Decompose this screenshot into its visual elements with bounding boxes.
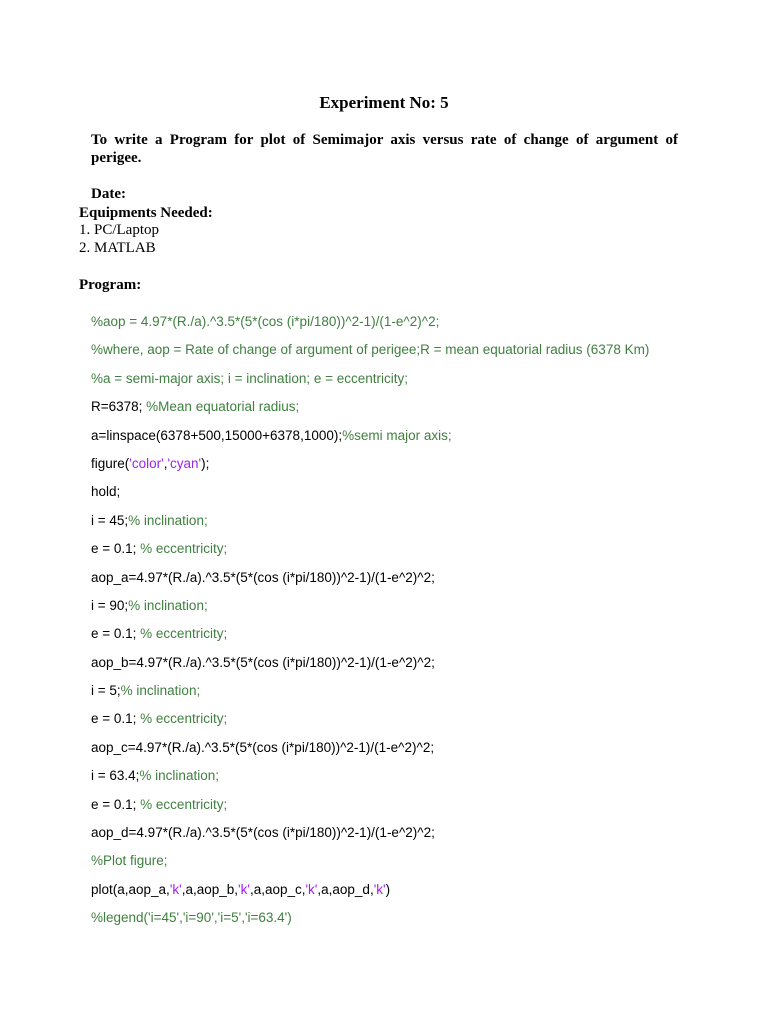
code-line xyxy=(91,450,649,478)
equipment-heading: Equipments Needed: xyxy=(79,205,213,221)
code-line xyxy=(91,819,649,847)
code-plain: aop_c=4.97*(R./a).^3.5*(5*(cos (i*pi/180))^2-1)/(1-e^2)^2; xyxy=(91,739,435,755)
code-block xyxy=(91,308,649,933)
code-line xyxy=(91,422,649,450)
code-string: 'color' xyxy=(129,455,164,471)
code-plain: aop_a=4.97*(R./a).^3.5*(5*(cos (i*pi/180))^2-1)/(1-e^2)^2; xyxy=(91,569,435,585)
code-comment: % eccentricity; xyxy=(140,626,228,642)
code-plain: ); xyxy=(201,455,210,471)
experiment-title: Experiment No: 5 xyxy=(319,93,449,112)
code-line xyxy=(91,336,649,364)
code-plain: figure( xyxy=(91,455,130,471)
equipment-item: 1. PC/Laptop xyxy=(79,222,160,238)
code-line xyxy=(91,791,649,819)
code-line xyxy=(91,762,649,790)
date-label: Date: xyxy=(91,186,126,202)
code-line xyxy=(91,677,649,705)
code-plain: a=linspace(6378+500,15000+6378,1000); xyxy=(91,427,343,443)
code-comment: %aop = 4.97*(R./a).^3.5*(5*(cos (i*pi/180))^2-1)/(1-e^2)^2; xyxy=(91,314,440,329)
code-string: 'k' xyxy=(238,881,250,897)
code-comment: % inclination; xyxy=(128,597,208,613)
code-line xyxy=(91,507,649,535)
code-plain: i = 90; xyxy=(91,597,129,613)
code-string: 'cyan' xyxy=(167,455,202,471)
code-comment: % eccentricity; xyxy=(140,796,228,812)
code-line xyxy=(91,847,649,875)
code-plain: e = 0.1; xyxy=(91,796,141,812)
code-plain: ,a,aop_d, xyxy=(317,881,374,897)
code-plain: aop_d=4.97*(R./a).^3.5*(5*(cos (i*pi/180))^2-1)/(1-e^2)^2; xyxy=(91,825,435,841)
code-comment: %Mean equatorial radius; xyxy=(146,399,300,415)
code-string: 'k' xyxy=(373,881,386,897)
code-line xyxy=(91,478,649,506)
code-line xyxy=(91,904,649,932)
code-comment: %semi major axis; xyxy=(342,427,452,443)
code-comment: % eccentricity; xyxy=(140,541,228,557)
code-plain: hold; xyxy=(91,484,121,500)
code-comment: %legend('i=45','i=90','i=5','i=63.4') xyxy=(91,910,292,926)
code-plain: ) xyxy=(385,881,391,897)
code-plain: i = 63.4; xyxy=(91,768,140,784)
code-line xyxy=(91,734,649,762)
code-line xyxy=(91,393,649,421)
code-plain: , xyxy=(163,455,168,471)
code-line xyxy=(91,620,649,648)
code-comment: %where, aop = Rate of change of argument of perigee;R = mean equatorial radius (6378 Km) xyxy=(91,342,650,358)
code-plain: e = 0.1; xyxy=(91,711,141,727)
experiment-aim: To write a Program for plot of Semimajor axis versus rate of change of argument of perigee. xyxy=(91,132,678,166)
code-plain: plot(a,aop_a, xyxy=(91,881,170,897)
code-plain: ,a,aop_b, xyxy=(181,881,239,897)
code-line xyxy=(91,876,649,904)
code-plain: e = 0.1; xyxy=(91,541,141,557)
equipment-item: 2. MATLAB xyxy=(79,240,156,256)
code-comment: % eccentricity; xyxy=(140,711,228,727)
code-comment: % inclination; xyxy=(120,683,201,699)
code-comment: % inclination; xyxy=(139,768,219,784)
code-plain: i = 45; xyxy=(91,512,129,528)
code-string: 'k' xyxy=(305,881,318,897)
code-plain: R=6378; xyxy=(91,399,147,415)
code-line xyxy=(91,365,649,393)
code-line xyxy=(91,705,649,733)
code-string: 'k' xyxy=(169,881,182,897)
code-line xyxy=(91,535,649,563)
code-line xyxy=(91,564,649,592)
code-plain: aop_b=4.97*(R./a).^3.5*(5*(cos (i*pi/180))^2-1)/(1-e^2)^2; xyxy=(91,654,435,670)
code-line xyxy=(91,308,649,336)
code-comment: %a = semi-major axis; i = inclination; e = eccentricity; xyxy=(91,370,408,386)
code-plain: i = 5; xyxy=(91,683,121,699)
code-line xyxy=(91,592,649,620)
code-comment: % inclination; xyxy=(128,512,208,528)
code-comment: %Plot figure; xyxy=(91,853,168,869)
code-plain: e = 0.1; xyxy=(91,626,141,642)
program-heading: Program: xyxy=(79,277,142,293)
code-plain: ,a,aop_c, xyxy=(249,881,306,897)
code-line xyxy=(91,649,649,677)
